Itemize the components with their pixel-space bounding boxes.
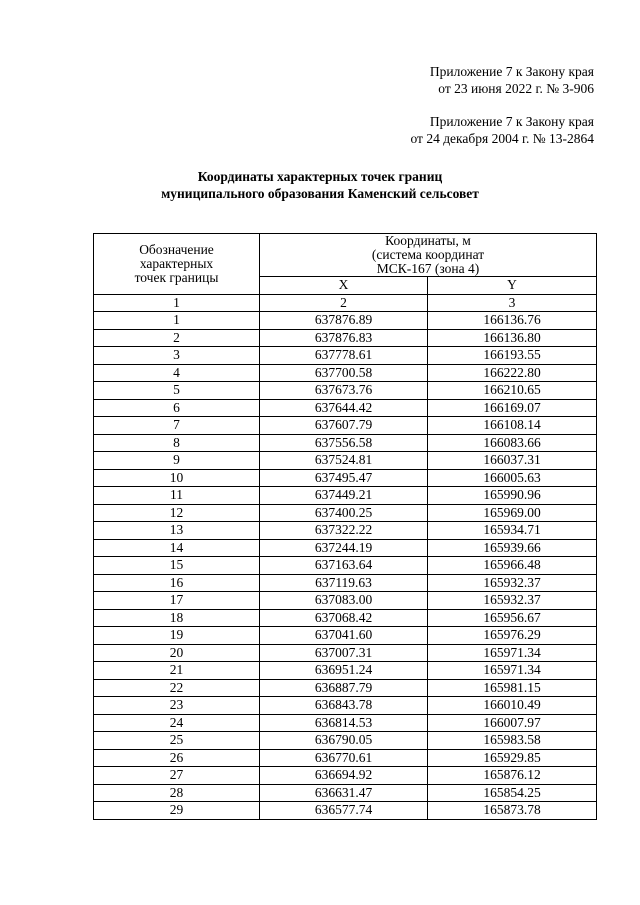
title-line-1: Координаты характерных точек границ: [197, 169, 443, 184]
y-coordinate-cell: 166136.76: [428, 312, 597, 330]
x-coordinate-cell: 637449.21: [260, 487, 428, 505]
y-coordinate-cell: 166193.55: [428, 347, 597, 365]
table-row: [94, 347, 597, 365]
x-coordinate-cell: 636790.05: [260, 732, 428, 750]
y-coordinate-cell: 165966.48: [428, 557, 597, 575]
point-number-cell: 23: [94, 697, 260, 715]
point-number-cell: 4: [94, 364, 260, 382]
table-row: [94, 382, 597, 400]
point-number-cell: 16: [94, 574, 260, 592]
y-coordinate-cell: 165990.96: [428, 487, 597, 505]
point-number-cell: 11: [94, 487, 260, 505]
y-coordinate-cell: 166083.66: [428, 434, 597, 452]
table-header-row: [94, 234, 597, 277]
table-row: [94, 469, 597, 487]
y-coordinate-cell: 166007.97: [428, 714, 597, 732]
appendix-current-line-2: от 23 июня 2022 г. № 3-906: [438, 81, 594, 96]
x-coordinate-cell: 637607.79: [260, 417, 428, 435]
coordinates-header: [260, 234, 597, 277]
y-coordinate-cell: 165929.85: [428, 749, 597, 767]
y-coordinate-cell: 165969.00: [428, 504, 597, 522]
x-coordinate-cell: 637007.31: [260, 644, 428, 662]
y-coordinate-cell: 165939.66: [428, 539, 597, 557]
coords-header-line-1: Координаты, м: [385, 233, 471, 248]
y-coordinate-cell: 166169.07: [428, 399, 597, 417]
x-column-header: X: [260, 277, 428, 295]
point-designation-header: [94, 234, 260, 295]
y-coordinate-cell: 166210.65: [428, 382, 597, 400]
x-coordinate-cell: 637400.25: [260, 504, 428, 522]
table-row: [94, 312, 597, 330]
x-coordinate-cell: 636694.92: [260, 767, 428, 785]
appendix-current-line-1: Приложение 7 к Закону края: [429, 64, 594, 79]
point-number-cell: 15: [94, 557, 260, 575]
point-header-line-3: точек границы: [134, 269, 219, 285]
y-coordinate-cell: 166005.63: [428, 469, 597, 487]
table-row: [94, 574, 597, 592]
appendix-original: [410, 113, 594, 147]
x-coordinate-cell: 637644.42: [260, 399, 428, 417]
x-coordinate-cell: 637778.61: [260, 347, 428, 365]
table-row: [94, 452, 597, 470]
point-number-cell: 17: [94, 592, 260, 610]
x-coordinate-cell: 636631.47: [260, 784, 428, 802]
y-coordinate-cell: 165976.29: [428, 627, 597, 645]
x-coordinate-cell: 637068.42: [260, 609, 428, 627]
table-row: [94, 434, 597, 452]
x-coordinate-cell: 636951.24: [260, 662, 428, 680]
y-coordinate-cell: 165956.67: [428, 609, 597, 627]
table-row: [94, 802, 597, 820]
point-number-cell: 27: [94, 767, 260, 785]
y-coordinate-cell: 166010.49: [428, 697, 597, 715]
y-coordinate-cell: 166108.14: [428, 417, 597, 435]
table-row: [94, 329, 597, 347]
point-number-cell: 2: [94, 329, 260, 347]
point-number-cell: 9: [94, 452, 260, 470]
point-number-cell: 1: [94, 312, 260, 330]
point-number-cell: 24: [94, 714, 260, 732]
table-row: [94, 592, 597, 610]
x-coordinate-cell: 637876.89: [260, 312, 428, 330]
x-coordinate-cell: 636814.53: [260, 714, 428, 732]
point-number-cell: 7: [94, 417, 260, 435]
y-coordinate-cell: 166136.80: [428, 329, 597, 347]
x-coordinate-cell: 637495.47: [260, 469, 428, 487]
y-coordinate-cell: 165934.71: [428, 522, 597, 540]
point-number-cell: 21: [94, 662, 260, 680]
point-number-cell: 12: [94, 504, 260, 522]
y-coordinate-cell: 166037.31: [428, 452, 597, 470]
x-coordinate-cell: 637876.83: [260, 329, 428, 347]
appendix-original-line-2: от 24 декабря 2004 г. № 13-2864: [410, 131, 594, 146]
y-coordinate-cell: 165983.58: [428, 732, 597, 750]
table-row: [94, 679, 597, 697]
y-coordinate-cell: 165932.37: [428, 592, 597, 610]
table-row: [94, 522, 597, 540]
point-number-cell: 14: [94, 539, 260, 557]
x-coordinate-cell: 637322.22: [260, 522, 428, 540]
appendix-original-line-1: Приложение 7 к Закону края: [429, 114, 594, 129]
coordinates-table: [93, 233, 597, 820]
point-header-line-2: характерных: [139, 255, 214, 271]
column-number: 1: [94, 294, 260, 312]
x-coordinate-cell: 636577.74: [260, 802, 428, 820]
point-number-cell: 26: [94, 749, 260, 767]
x-coordinate-cell: 636843.78: [260, 697, 428, 715]
point-number-cell: 13: [94, 522, 260, 540]
point-header-line-1: Обозначение: [139, 241, 214, 257]
column-number: 2: [260, 294, 428, 312]
coords-header-line-2: (система координат: [371, 247, 485, 262]
table-row: [94, 732, 597, 750]
table-row: [94, 557, 597, 575]
table-row: [94, 697, 597, 715]
table-row: [94, 767, 597, 785]
point-number-cell: 25: [94, 732, 260, 750]
table-row: [94, 539, 597, 557]
table-row: [94, 487, 597, 505]
table-row: [94, 644, 597, 662]
point-number-cell: 6: [94, 399, 260, 417]
table-row: [94, 609, 597, 627]
y-coordinate-cell: 165981.15: [428, 679, 597, 697]
table-row: [94, 662, 597, 680]
document-title: [0, 168, 640, 202]
title-line-2: муниципального образования Каменский сельсовет: [161, 186, 479, 201]
point-number-cell: 22: [94, 679, 260, 697]
x-coordinate-cell: 636770.61: [260, 749, 428, 767]
x-coordinate-cell: 637041.60: [260, 627, 428, 645]
point-number-cell: 29: [94, 802, 260, 820]
table-row: [94, 714, 597, 732]
point-number-cell: 3: [94, 347, 260, 365]
appendix-current: [430, 63, 594, 97]
x-coordinate-cell: 637083.00: [260, 592, 428, 610]
y-coordinate-cell: 165932.37: [428, 574, 597, 592]
point-number-cell: 20: [94, 644, 260, 662]
table-row: [94, 749, 597, 767]
table-row: [94, 784, 597, 802]
y-coordinate-cell: 166222.80: [428, 364, 597, 382]
table-row: [94, 364, 597, 382]
column-number: 3: [428, 294, 597, 312]
point-number-cell: 28: [94, 784, 260, 802]
x-coordinate-cell: 637244.19: [260, 539, 428, 557]
x-coordinate-cell: 637673.76: [260, 382, 428, 400]
table-row: [94, 399, 597, 417]
y-coordinate-cell: 165854.25: [428, 784, 597, 802]
point-number-cell: 8: [94, 434, 260, 452]
y-coordinate-cell: 165876.12: [428, 767, 597, 785]
point-number-cell: 5: [94, 382, 260, 400]
point-number-cell: 19: [94, 627, 260, 645]
y-coordinate-cell: 165971.34: [428, 662, 597, 680]
y-coordinate-cell: 165873.78: [428, 802, 597, 820]
x-coordinate-cell: 637700.58: [260, 364, 428, 382]
x-coordinate-cell: 637163.64: [260, 557, 428, 575]
table-row: [94, 627, 597, 645]
y-column-header: Y: [428, 277, 597, 295]
point-number-cell: 18: [94, 609, 260, 627]
y-coordinate-cell: 165971.34: [428, 644, 597, 662]
x-coordinate-cell: 637556.58: [260, 434, 428, 452]
point-number-cell: 10: [94, 469, 260, 487]
table-row: [94, 504, 597, 522]
coords-header-line-3: МСК-167 (зона 4): [376, 261, 480, 276]
column-number-row: [94, 294, 597, 312]
x-coordinate-cell: 637524.81: [260, 452, 428, 470]
x-coordinate-cell: 636887.79: [260, 679, 428, 697]
table-row: [94, 417, 597, 435]
x-coordinate-cell: 637119.63: [260, 574, 428, 592]
